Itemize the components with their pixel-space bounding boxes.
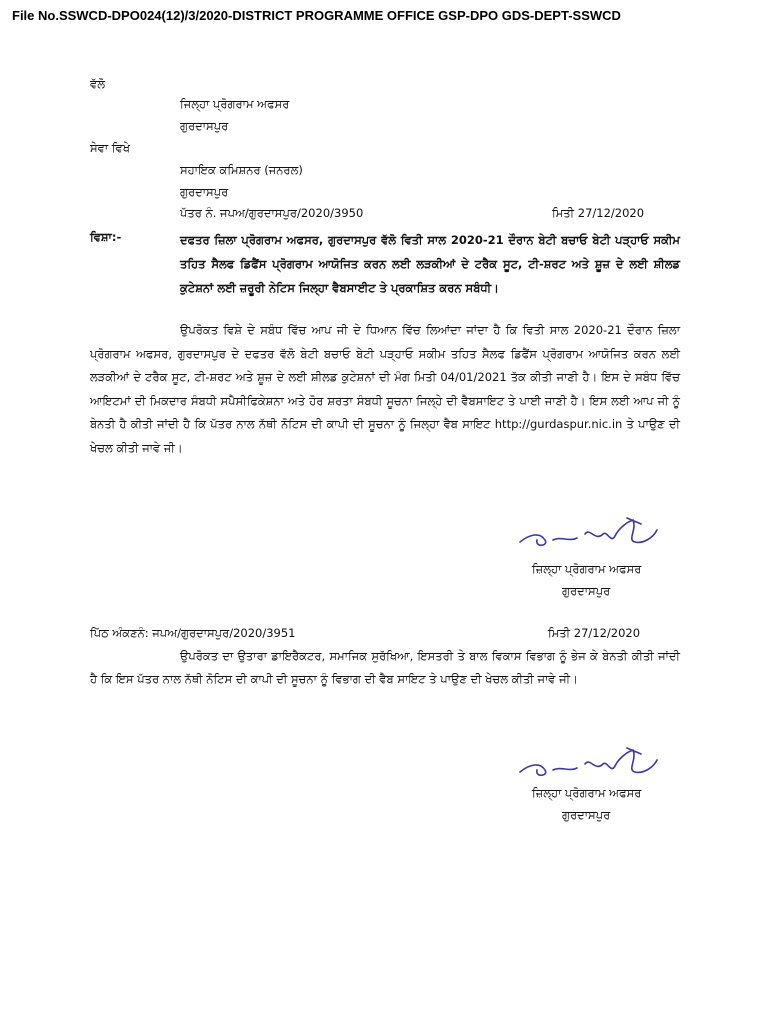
signature-1-stroke (520, 518, 657, 545)
to-label: ਸੇਵਾ ਵਿਖੇ (90, 141, 130, 155)
signature-1 (515, 512, 665, 554)
subject-text: ਦਫਤਰ ਜ਼ਿਲਾ ਪ੍ਰੋਗਰਾਮ ਅਫਸਰ, ਗੁਰਦਾਸਪੁਰ ਵੱਲੋ ਵਿਤੀ ਸਾਲ 2020-21 ਦੌਰਾਨ ਬੇਟੀ ਬਚਾਓ ਬੇਟੀ ਪੜ੍ਹਾਓ ਸਕੀਮ ਤਹਿਤ ਸੈਲਫ ਡਿਫੈਂਸ ਪ੍ਰੋਗਰਾਮ ਆਯੋਜਿਤ ਕਰਨ ਲਈ ਲੜਕੀਆਂ ਦੇ ਟਰੈਕ ਸੂਟ, ਟੀ-ਸ਼ਰਟ ਅਤੇ ਸ਼ੂਜ਼ ਦੇ ਲਈ ਸ਼ੀਲਡ ਕੁਟੇਸ਼ਨਾਂ ਲਈ ਜ਼ਰੂਰੀ ਨੇਟਿਸ ਜਿਲ੍ਹਾ ਵੈਬਸਾਈਟ ਤੇ ਪ੍ਰਕਾਸ਼ਿਤ ਕਰਨ ਸਬੰਧੀ। (180, 233, 680, 295)
endorsement-body: ਉਪਰੋਕਤ ਦਾ ਉਤਾਰਾ ਡਾਇਰੈਕਟਰ, ਸਮਾਜਿਕ ਸੁਰੱਖਿਆ, ਇਸਤਰੀ ਤੇ ਬਾਲ ਵਿਕਾਸ ਵਿਭਾਗ ਨੂੰ ਭੇਜ ਕੇ ਬੇਨਤੀ ਕੀਤੀ ਜਾਂਦੀ ਹੈ ਕਿ ਇਸ ਪੱਤਰ ਨਾਲ ਨੱਥੀ ਨੋਟਿਸ ਦੀ ਕਾਪੀ ਦੀ ਸੂਚਨਾ ਨੂੰ ਵਿਭਾਗ ਦੀ ਵੈਬ ਸਾਇਟ ਤੇ ਪਾਉਣ ਦੀ ਖੇਚਲ ਕੀਤੀ ਜਾਵੇ ਜੀ। (90, 649, 680, 686)
to-place: ਗੁਰਦਾਸਪੁਰ (180, 185, 229, 199)
signature-2-designation: ਜ਼ਿਲ੍ਹਾ ਪ੍ਰੋਗਰਾਮ ਅਫਸਰ (532, 786, 642, 800)
from-place: ਗੁਰਦਾਸਪੁਰ (180, 119, 229, 133)
endorsement-date: ਮਿਤੀ 27/12/2020 (548, 626, 641, 640)
file-number-header: File No.SSWCD-DPO024(12)/3/2020-DISTRICT PROGRAMME OFFICE GSP-DPO GDS-DEPT-SSWCD (12, 8, 621, 23)
letter-number: ਪੱਤਰ ਨੰ. ਜਪਅ/ਗੁਰਦਾਸਪੁਰ/2020/3950 (180, 206, 364, 220)
letter-date: ਮਿਤੀ 27/12/2020 (552, 206, 645, 220)
from-label: ਵੱਲੋ (90, 77, 105, 91)
to-designation: ਸਹਾਇਕ ਕਮਿਸ਼ਨਰ (ਜਨਰਲ) (180, 163, 303, 177)
from-designation: ਜਿਲ੍ਹਾ ਪ੍ਰੋਗਰਾਮ ਅਫਸਰ (180, 97, 290, 111)
signature-2-stroke (520, 748, 657, 775)
signature-2-place: ਗੁਰਦਾਸਪੁਰ (562, 808, 611, 822)
subject-label: ਵਿਸ਼ਾ:- (90, 230, 122, 244)
signature-2 (515, 742, 665, 784)
signature-1-place: ਗੁਰਦਾਸਪੁਰ (562, 584, 611, 598)
endorsement-number: ਪਿੱਠ ਅੰਕਣਨੰ: ਜਪਅ/ਗੁਰਦਾਸਪੁਰ/2020/3951 (90, 626, 296, 640)
letter-body: ਉਪਰੋਕਤ ਵਿਸ਼ੇ ਦੇ ਸਬੰਧ ਵਿੱਚ ਆਪ ਜੀ ਦੇ ਧਿਆਨ ਵਿੱਚ ਲਿਆਂਦਾ ਜਾਂਦਾ ਹੈ ਕਿ ਵਿਤੀ ਸਾਲ 2020-21 ਦੌਰਾਨ ਜ਼ਿਲਾ ਪ੍ਰੋਗਰਾਮ ਅਫਸਰ, ਗੁਰਦਾਸਪੁਰ ਦੇ ਦਫਤਰ ਵੱਲੋ ਬੇਟੀ ਬਚਾਓ ਬੇਟੀ ਪੜ੍ਹਾਓ ਸਕੀਮ ਤਹਿਤ ਸੈਲਫ ਡਿਫੈਂਸ ਪ੍ਰੋਗਰਾਮ ਆਯੋਜਿਤ ਕਰਨ ਲਈ ਲੜਕੀਆਂ ਦੇ ਟਰੈਕ ਸੂਟ, ਟੀ-ਸ਼ਰਟ ਅਤੇ ਸ਼ੂਜ਼ ਦੇ ਲਈ ਸ਼ੀਲਡ ਕੁਟੇਸ਼ਨਾਂ ਦੀ ਮੰਗ ਮਿਤੀ 04/01/2021 ਤੱਕ ਕੀਤੀ ਜਾਣੀ ਹੈ। ਇਸ ਦੇ ਸਬੰਧ ਵਿੱਚ ਆਇਟਮਾਂ ਦੀ ਮਿਕਦਾਰ ਸੰਬਧੀ ਸਪੈਸੀਫਿਕੇਸ਼ਨਾ ਅਤੇ ਹੋਰ ਸ਼ਰਤਾ ਸੰਬਧੀ ਸੂਚਨਾ ਜਿਲ੍ਹੇ ਦੀ ਵੈਬਸਾਇਟ ਤੇ ਪਾਈ ਜਾਣੀ ਹੈ। ਇਸ ਲਈ ਆਪ ਜੀ ਨੂੰ ਬੇਨਤੀ ਹੈ ਕੀਤੀ ਜਾਂਦੀ ਹੈ ਕਿ ਪੱਤਰ ਨਾਲ ਨੱਥੀ ਨੋਟਿਸ ਦੀ ਕਾਪੀ ਦੀ ਸੂਚਨਾ ਨੂੰ ਜਿਲ੍ਹਾ ਵੈਬ ਸਾਇਟ http://gurdaspur.nic.in ਤੇ ਪਾਉਣ ਦੀ ਖੇਚਲ ਕੀਤੀ ਜਾਵੇ ਜੀ। (90, 323, 680, 455)
signature-1-designation: ਜ਼ਿਲ੍ਹਾ ਪ੍ਰੋਗਰਾਮ ਅਫਸਰ (532, 562, 642, 576)
